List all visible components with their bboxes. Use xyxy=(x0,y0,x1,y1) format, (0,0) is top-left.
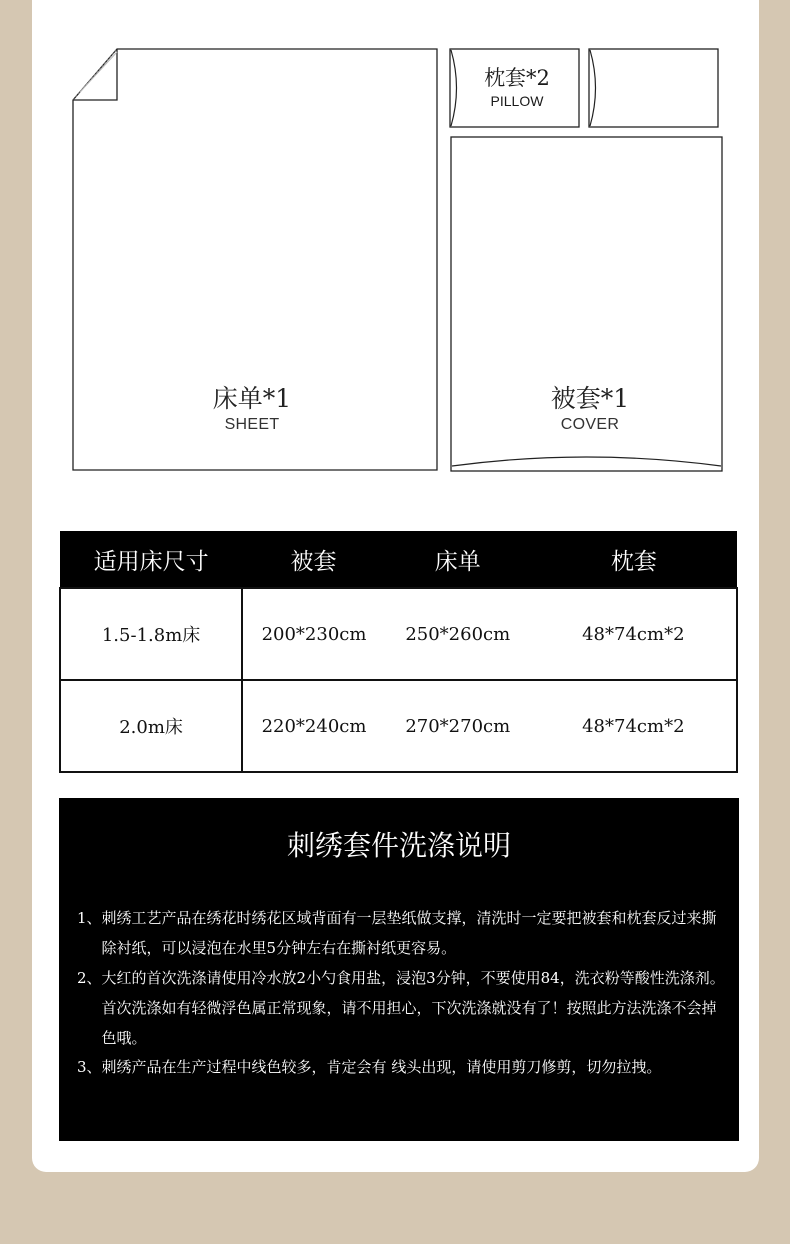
table-row xyxy=(60,588,737,680)
bedding-set-diagram xyxy=(0,0,790,500)
care-instructions-panel xyxy=(59,798,739,1141)
cover-label xyxy=(528,384,652,436)
care-item-number: 2、 xyxy=(77,969,102,987)
care-item-number: 3、 xyxy=(77,1058,102,1076)
row-bed-size: 1.5-1.8m床 xyxy=(60,588,242,680)
sheet-name: 床单*1 xyxy=(212,384,292,413)
pillow-name: 枕套*2 xyxy=(484,66,550,90)
cover-name-en: COVER xyxy=(560,416,620,433)
care-item xyxy=(77,1052,725,1082)
sheet-name-en: SHEET xyxy=(224,416,280,433)
care-item xyxy=(77,963,725,1053)
row-bed-size: 2.0m床 xyxy=(60,680,242,772)
care-item-text: 刺绣产品在生产过程中线色较多，肯定会有 线头出现，请使用剪刀修剪，切勿拉拽。 xyxy=(101,1058,662,1076)
pillow-label xyxy=(457,65,577,111)
row-cover-size: 200*230cm xyxy=(242,588,385,680)
size-table-header xyxy=(60,531,737,588)
cover-name: 被套*1 xyxy=(550,384,630,413)
header-pillow: 枕套 xyxy=(531,531,737,588)
care-title: 刺绣套件洗涤说明 xyxy=(286,829,511,862)
care-item-text: 刺绣工艺产品在绣花时绣花区域背面有一层垫纸做支撑，清洗时一定要把被套和枕套反过来撕除衬纸，可以浸泡在水里5分钟左右在撕衬纸更容易。 xyxy=(101,909,717,957)
header-sheet: 床单 xyxy=(385,531,531,588)
sheet-label xyxy=(190,384,314,436)
care-item-text: 大红的首次洗涤请使用冷水放2小勺食用盐，浸泡3分钟，不要使用84，洗衣粉等酸性洗涤剂。首次洗涤如有轻微浮色属正常现象，请不用担心，下次洗涤就没有了！按照此方法洗涤不会掉色哦。 xyxy=(101,969,725,1047)
row-cover-size: 220*240cm xyxy=(242,680,385,772)
row-pillow-size: 48*74cm*2 xyxy=(531,588,737,680)
row-sheet-size: 250*260cm xyxy=(385,588,531,680)
size-table xyxy=(59,531,738,773)
pillow-illustration-2 xyxy=(589,49,718,127)
pillow-name-en: PILLOW xyxy=(490,93,544,109)
header-bed-size: 适用床尺寸 xyxy=(60,531,242,588)
care-item-number: 1、 xyxy=(77,909,102,927)
care-item xyxy=(77,903,725,963)
header-cover: 被套 xyxy=(242,531,385,588)
table-row xyxy=(60,680,737,772)
row-pillow-size: 48*74cm*2 xyxy=(531,680,737,772)
row-sheet-size: 270*270cm xyxy=(385,680,531,772)
